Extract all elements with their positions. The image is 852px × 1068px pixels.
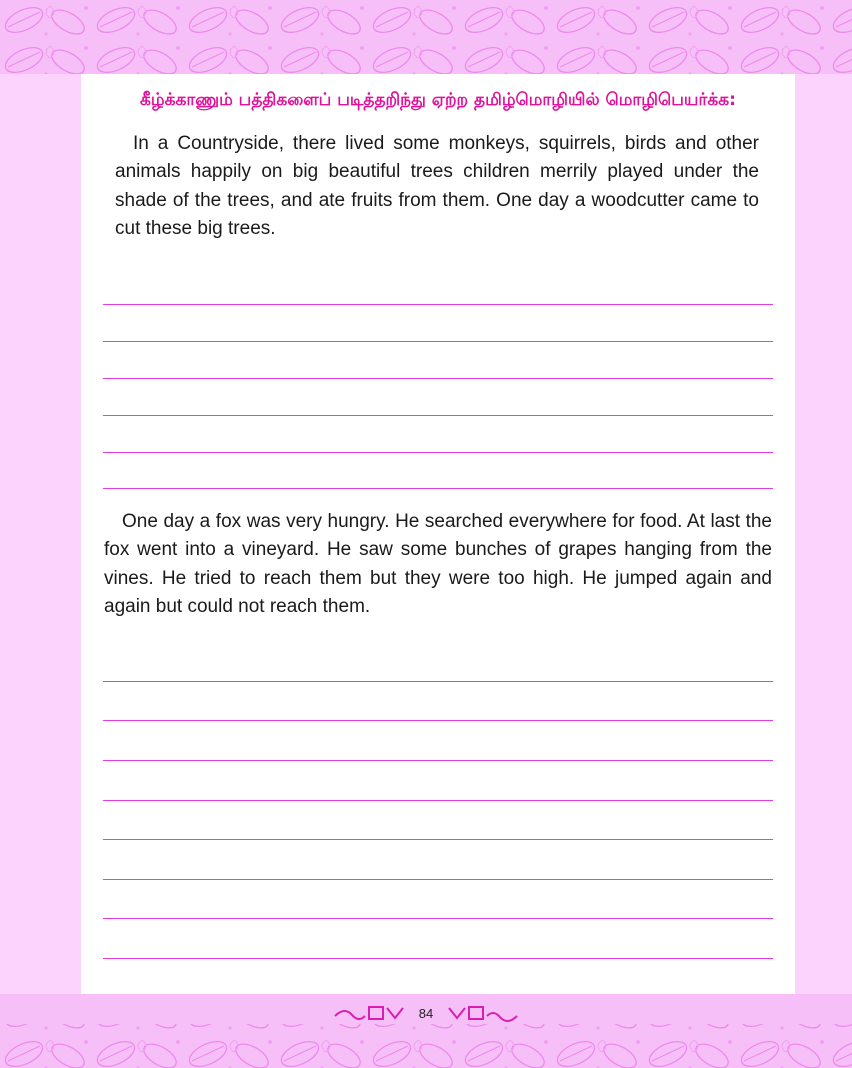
writing-line <box>103 760 773 761</box>
instruction-heading: கீழ்க்காணும் பத்திகளைப் படித்தறிந்து ஏற்ற தமிழ்மொழியில் மொழிபெயர்க்க: <box>140 90 736 110</box>
ornament-right-icon <box>443 1004 519 1022</box>
decorative-border-top <box>0 0 852 74</box>
writing-line <box>103 378 773 379</box>
page-footer <box>0 1002 852 1024</box>
writing-line <box>103 452 773 453</box>
ornament-left-icon <box>333 1004 409 1022</box>
passage-fox: One day a fox was very hungry. He searched everywhere for food. At last the fox went into a vineyard. He saw some bunches of grapes hanging from the vines. He tried to reach them but they were too high. He jumped again and again but could not reach them. <box>104 511 772 617</box>
passage-countryside: In a Countryside, there lived some monkeys, squirrels, birds and other animals happily on big beautiful trees children merrily played under the shade of the trees, and ate fruits from them. One day a woodcutter came to cut these big trees. <box>115 133 759 239</box>
writing-line <box>103 488 773 489</box>
writing-line <box>103 918 773 919</box>
leaf-pattern-top <box>0 0 852 74</box>
writing-line <box>103 341 773 342</box>
writing-line <box>103 839 773 840</box>
writing-line <box>103 800 773 801</box>
worksheet-page <box>81 74 795 994</box>
writing-line <box>103 304 773 305</box>
writing-line <box>103 879 773 880</box>
writing-line <box>103 415 773 416</box>
writing-line <box>103 720 773 721</box>
writing-line <box>103 681 773 682</box>
page-number: 84 <box>418 1005 434 1021</box>
writing-line <box>103 958 773 959</box>
